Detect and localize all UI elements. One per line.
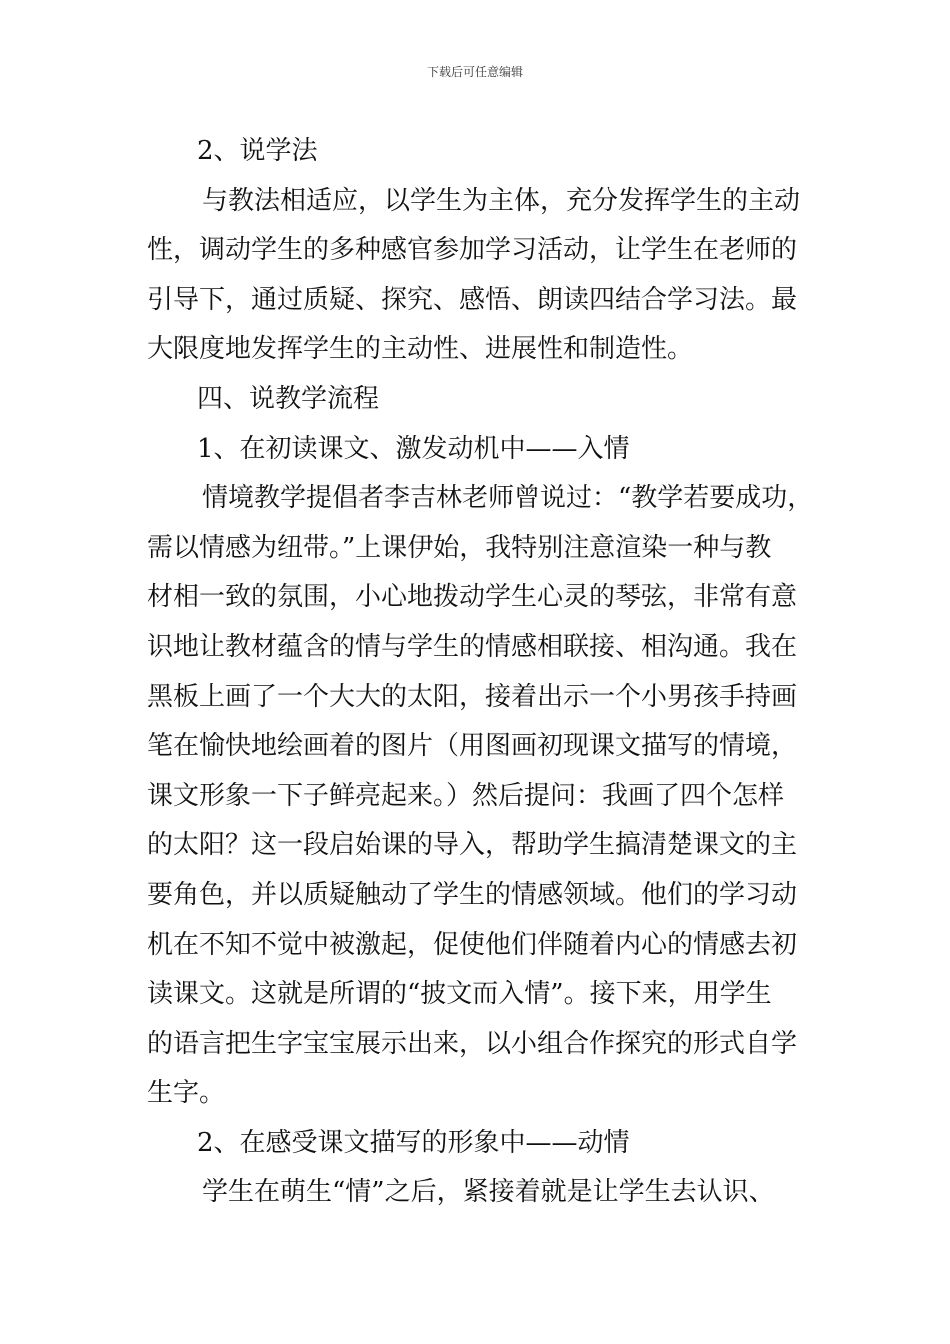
section-heading: 四、说教学流程	[197, 383, 380, 414]
paragraph-line: 材相一致的氛围，小心地拨动学生心灵的琴弦，非常有意	[147, 582, 798, 613]
document-body	[147, 127, 815, 1218]
paragraph-line: 的语言把生字宝宝展示出来，以小组合作探究的形式自学	[147, 1028, 798, 1059]
paragraph-line: 需以情感为纽带。”上课伊始，我特别注意渲染一种与教	[147, 532, 772, 563]
section-heading: 2、在感受课文描写的形象中——动情	[197, 1127, 630, 1158]
paragraph-line: 黑板上画了一个大大的太阳，接着出示一个小男孩手持画	[147, 681, 798, 712]
page-header: 下载后可任意编辑	[426, 65, 523, 79]
paragraph-line: 课文形象一下子鲜亮起来。）然后提问：我画了四个怎样	[147, 780, 785, 811]
paragraph-line: 要角色，并以质疑触动了学生的情感领域。他们的学习动	[147, 879, 798, 910]
paragraph-line: 生字。	[147, 1078, 226, 1109]
paragraph-line: 识地让教材蕴含的情与学生的情感相联接、相沟通。我在	[147, 631, 798, 662]
paragraph-line: 的太阳？这一段启始课的导入，帮助学生搞清楚课文的主	[147, 830, 798, 861]
paragraph-line: 大限度地发挥学生的主动性、进展性和制造性。	[147, 334, 694, 365]
section-heading: 2、说学法	[197, 136, 318, 166]
paragraph-line: 机在不知不觉中被激起，促使他们伴随着内心的情感去初	[147, 929, 798, 960]
section-heading: 1、在初读课文、激发动机中——入情	[197, 433, 630, 464]
paragraph-line: 情境教学提倡者李吉林老师曾说过：“教学若要成功，	[202, 483, 814, 514]
paragraph-line: 与教法相适应，以学生为主体，充分发挥学生的主动	[202, 185, 801, 216]
paragraph-line: 学生在萌生“情”之后，紧接着就是让学生去认识、	[202, 1177, 775, 1208]
paragraph-line: 笔在愉快地绘画着的图片（用图画初现课文描写的情境，	[147, 731, 798, 762]
paragraph-line: 读课文。这就是所谓的“披文而入情”。接下来，用学生	[147, 979, 772, 1010]
paragraph-line: 性，调动学生的多种感官参加学习活动，让学生在老师的	[147, 235, 798, 266]
paragraph-line: 引导下，通过质疑、探究、感悟、朗读四结合学习法。最	[147, 284, 798, 315]
